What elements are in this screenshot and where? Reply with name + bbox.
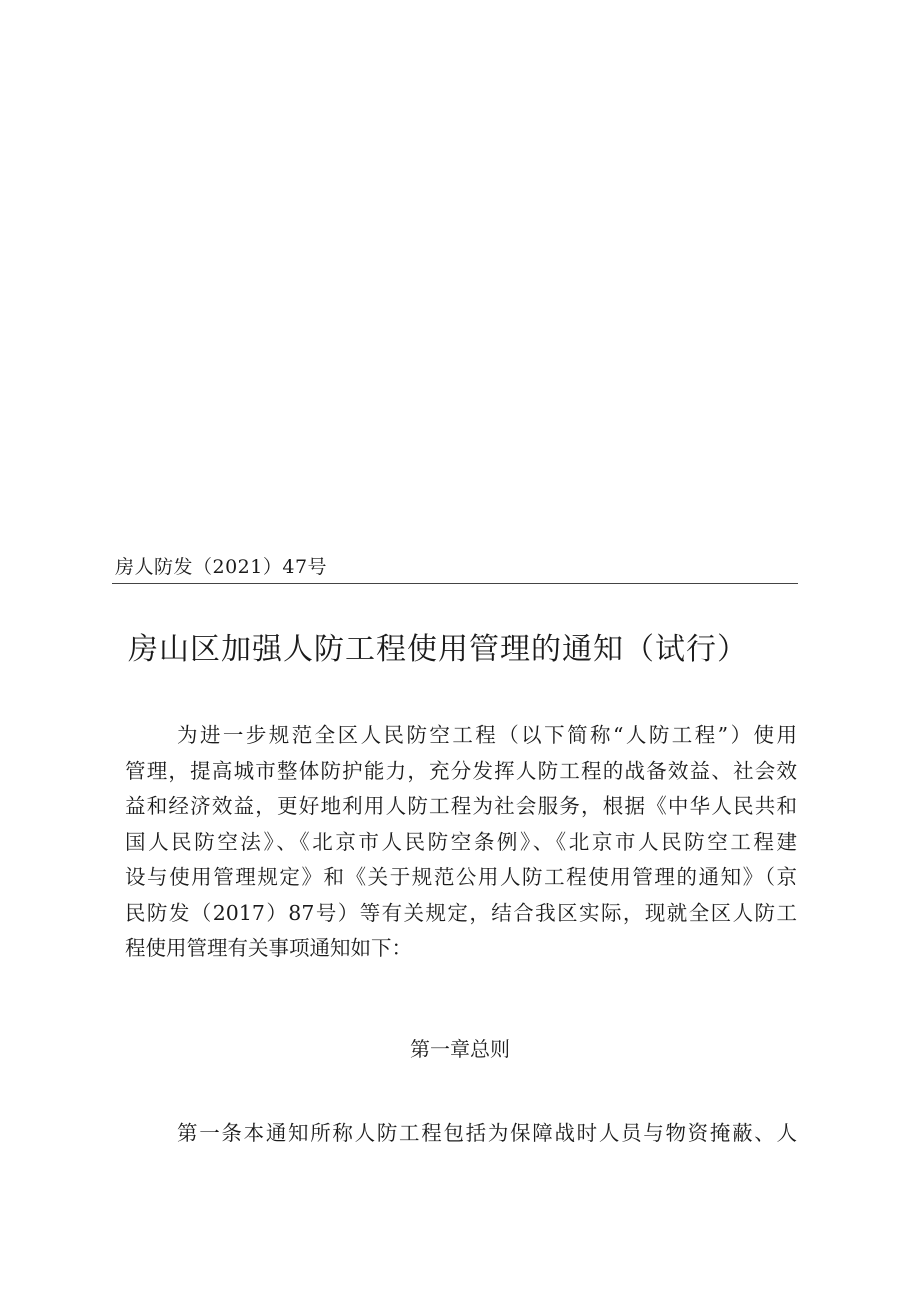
article-1-text: 第一条本通知所称人防工程包括为保障战时人员与物资掩蔽、人 bbox=[177, 1121, 797, 1145]
paragraph-line: 程使用管理有关事项通知如下： bbox=[125, 936, 412, 960]
paragraph-line: 益和经济效益，更好地利用人防工程为社会服务，根据《中华人民共和 bbox=[125, 794, 797, 818]
paragraph-line: 国人民防空法》、《北京市人民防空条例》、《北京市人民防空工程建 bbox=[125, 829, 797, 854]
paragraph-line: 管理，提高城市整体防护能力，充分发挥人防工程的战备效益、社会效 bbox=[125, 758, 797, 783]
paragraph-line: 民防发（2017）87号）等有关规定，结合我区实际，现就全区人防工 bbox=[125, 900, 797, 925]
paragraph-line: 设与使用管理规定》和《关于规范公用人防工程使用管理的通知》（京 bbox=[125, 865, 797, 889]
document-number: 房人防发（2021）47号 bbox=[115, 556, 328, 578]
document-title: 房山区加强人防工程使用管理的通知（试行） bbox=[128, 632, 748, 667]
paragraph-line: 为进一步规范全区人民防空工程（以下简称“人防工程”）使用 bbox=[177, 723, 797, 747]
intro-paragraph bbox=[125, 718, 797, 967]
chapter-heading: 第一章总则 bbox=[410, 1037, 510, 1061]
header-divider bbox=[112, 583, 798, 584]
